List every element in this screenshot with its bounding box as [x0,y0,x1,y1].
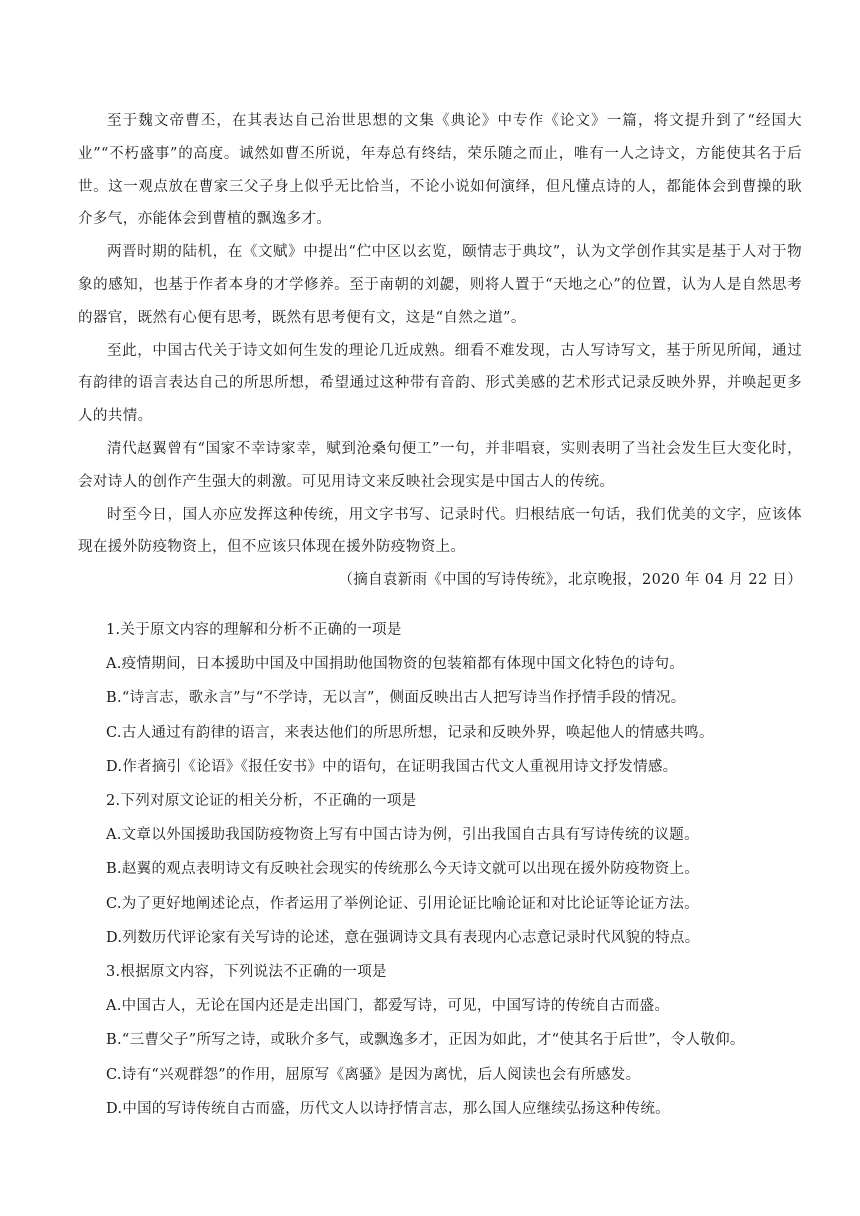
option-c: C.古人通过有韵律的语言，来表达他们的所思所想，记录和反映外界，唤起他人的情感共鸣。 [106,724,714,741]
question-3 [106,955,806,1126]
article-body [78,105,802,597]
question-title: 1.关于原文内容的理解和分析不正确的一项是 [106,622,402,638]
option-a: A.疫情期间，日本援助中国及中国捐助他国物资的包装箱都有体现中国文化特色的诗句。 [106,656,685,673]
option-b: B.“三曹父子”所写之诗，或耿介多气，或飘逸多才，正因为如此，才“使其名于后世”，令人敬仰。 [106,1032,745,1049]
option-d: D.列数历代评论家有关写诗的论述，意在强调诗文具有表现内心志意记录时代风貌的特点。 [106,929,700,946]
option-b: B.“诗言志，歌永言”与“不学诗，无以言”，侧面反映出古人把写诗当作抒情手段的情况。 [106,690,686,707]
option-a: A.文章以外国援助我国防疫物资上写有中国古诗为例，引出我国自古具有写诗传统的议题。 [106,827,699,844]
article-paragraph-2: 两晋时期的陆机，在《文赋》中提出“伫中区以玄览，颐情志于典坟”，认为文学创作其实是基于人对于物象的感知，也基于作者本身的才学修养。至于南朝的刘勰，则将人置于“天地之心”的位置，认为人是自然思考的器官，既然有心便有思考，既然有思考便有文，这是“自然之道”。 [78,244,802,326]
article-paragraph-1: 至于魏文帝曹丕，在其表达自己治世思想的文集《典论》中专作《论文》一篇，将文提升到了“经国大业”“不朽盛事”的高度。诚然如曹丕所说，年寿总有终结，荣乐随之而止，唯有一人之诗文，方能使其名于后世。这一观点放在曹家三父子身上似乎无比恰当，不论小说如何演绎，但凡懂点诗的人，都能体会到曹操的耿介多气，亦能体会到曹植的飘逸多才。 [78,113,802,228]
question-1 [106,613,806,784]
article-paragraph-4: 清代赵翼曾有“国家不幸诗家幸，赋到沧桑句便工”一句，并非唱衰，实则表明了当社会发生巨大变化时，会对诗人的创作产生强大的刺激。可见用诗文来反映社会现实是中国古人的传统。 [78,440,802,490]
article-paragraph-5: 时至今日，国人亦应发挥这种传统，用文字书写、记录时代。归根结底一句话，我们优美的文字，应该体现在援外防疫物资上，但不应该只体现在援外防疫物资上。 [78,506,802,556]
questions-section [106,613,806,1126]
question-title: 3.根据原文内容，下列说法不正确的一项是 [106,964,387,981]
question-title: 2.下列对原文论证的相关分析，不正确的一项是 [106,793,417,810]
question-2 [106,784,806,955]
option-c: C.为了更好地阐述论点，作者运用了举例论证、引用论证比喻论证和对比论证等论证方法。 [106,895,699,912]
option-d: D.作者摘引《论语》《报任安书》中的语句，在证明我国古代文人重视用诗文抒发情感。 [106,758,678,775]
article-paragraph-3: 至此，中国古代关于诗文如何生发的理论几近成熟。细看不难发现，古人写诗写文，基于所见所闻，通过有韵律的语言表达自己的所思所想，希望通过这种带有音韵、形式美感的艺术形式记录反映外界，并唤起更多人的共情。 [78,342,802,425]
option-b: B.赵翼的观点表明诗文有反映社会现实的传统那么今天诗文就可以出现在援外防疫物资上。 [106,861,700,878]
article-source: （摘自袁新雨《中国的写诗传统》，北京晚报，2020 年 04 月 22 日） [338,572,802,589]
option-c: C.诗有“兴观群怨”的作用，屈原写《离骚》是因为离忧，后人阅读也会有所感发。 [106,1066,641,1083]
option-d: D.中国的写诗传统自古而盛，历代文人以诗抒情言志，那么国人应继续弘扬这种传统。 [106,1100,670,1117]
option-a: A.中国古人，无论在国内还是走出国门，都爱写诗，可见，中国写诗的传统自古而盛。 [106,998,670,1015]
